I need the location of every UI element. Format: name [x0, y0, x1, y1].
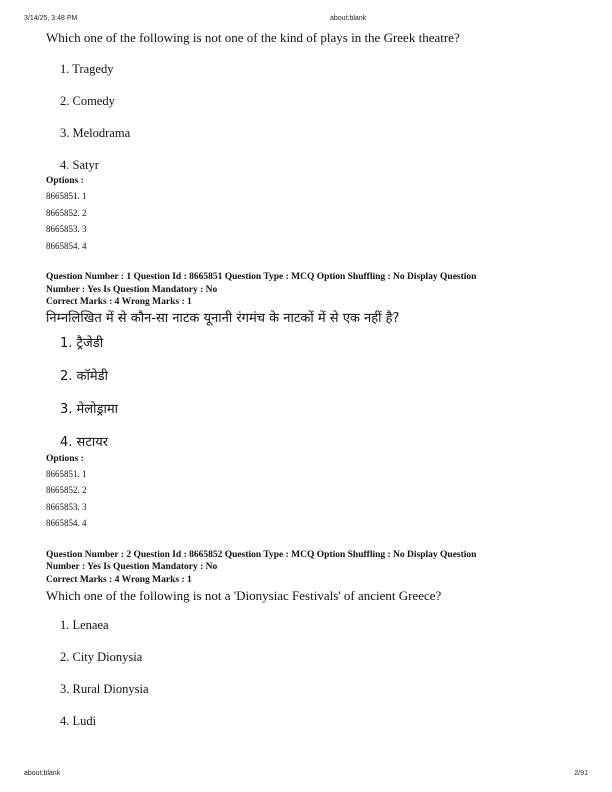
- question-marks: Correct Marks : 4 Wrong Marks : 1: [46, 297, 192, 307]
- option-3-hindi: 3. मेलोड्रामा: [60, 401, 118, 417]
- footer-url: about:blank: [24, 770, 61, 777]
- option-1: 1. Lenaea: [60, 618, 109, 632]
- question-paper-page: [46, 26, 586, 729]
- option-id-2: 8665852. 2: [46, 485, 87, 495]
- question-block-english-greek-plays: [46, 29, 586, 254]
- question-marks: Correct Marks : 4 Wrong Marks : 1: [46, 574, 192, 585]
- options-label: Options :: [46, 176, 84, 186]
- print-datetime: 3/14/25, 3:48 PM: [24, 15, 78, 22]
- option-id-3: 8665853. 3: [46, 501, 87, 512]
- option-2: 2. City Dionysia: [60, 650, 143, 664]
- option-3: 3. Rural Dionysia: [60, 682, 149, 696]
- option-id-4: 8665854. 4: [46, 518, 87, 528]
- question-text-hindi: निम्नलिखित में से कौन-सा नाटक यूनानी रंगमंच के नाटकों में से एक नहीं है?: [46, 310, 400, 326]
- option-2-hindi: 2. कॉमेडी: [60, 368, 108, 384]
- question-text: Which one of the following is not a 'Dionysiac Festivals' of ancient Greece?: [46, 588, 442, 603]
- page-number: 2/91: [574, 770, 588, 777]
- question-text: Which one of the following is not one of the kind of plays in the Greek theatre?: [46, 30, 460, 45]
- question-meta-line-1: Question Number : 2 Question Id : 8665852 Question Type : MCQ Option Shuffling : No Display Question: [46, 549, 477, 560]
- option-id-3: 8665853. 3: [46, 224, 87, 234]
- option-id-1: 8665851. 1: [46, 191, 87, 201]
- option-2: 2. Comedy: [60, 94, 115, 108]
- option-3: 3. Melodrama: [60, 126, 131, 140]
- options-label: Options :: [46, 453, 84, 464]
- print-title: about:blank: [330, 15, 367, 22]
- option-1-hindi: 1. ट्रैजेडी: [60, 335, 104, 351]
- option-4: 4. Ludi: [60, 714, 97, 728]
- option-id-2: 8665852. 2: [46, 207, 87, 218]
- question-block-2: [46, 549, 586, 730]
- option-id-4: 8665854. 4: [46, 240, 87, 251]
- option-4: 4. Satyr: [60, 158, 99, 172]
- question-meta-line-2: Number : Yes Is Question Mandatory : No: [46, 562, 218, 572]
- question-meta-line-2: Number : Yes Is Question Mandatory : No: [46, 284, 218, 295]
- question-block-1: [46, 271, 586, 532]
- option-id-1: 8665851. 1: [46, 468, 87, 479]
- question-meta-line-1: Question Number : 1 Question Id : 8665851 Question Type : MCQ Option Shuffling : No Display Question: [46, 272, 477, 282]
- option-4-hindi: 4. सटायर: [60, 434, 109, 450]
- option-1: 1. Tragedy: [60, 62, 114, 76]
